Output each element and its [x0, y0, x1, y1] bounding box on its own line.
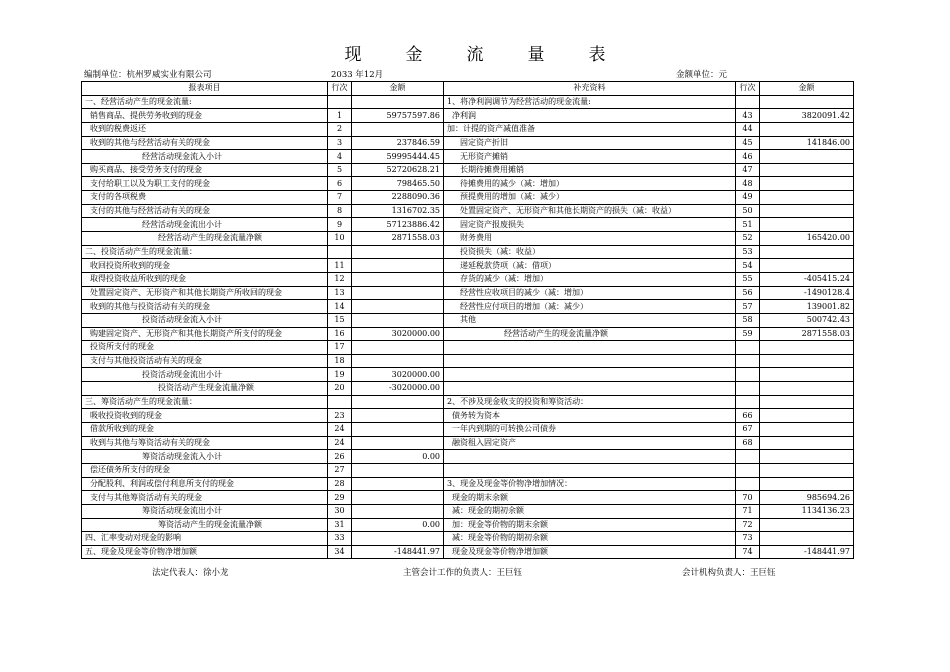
- table-row: [82, 477, 854, 491]
- right-amount: [760, 450, 854, 464]
- title-char: 表: [588, 45, 606, 65]
- right-row-no: 66: [736, 409, 760, 423]
- left-amount: 57123886.42: [352, 218, 444, 232]
- right-item: 固定资产报废损失: [444, 218, 736, 232]
- right-amount: [760, 463, 854, 477]
- left-row-no: 26: [328, 450, 352, 464]
- left-row-no: 4: [328, 150, 352, 164]
- right-amount: [760, 259, 854, 273]
- right-item: 净利润: [444, 109, 736, 123]
- left-amount: [352, 423, 444, 437]
- table-row: [82, 136, 854, 150]
- right-item: 经营性应收项目的减少（减：增加）: [444, 286, 736, 300]
- left-item: 销售商品、提供劳务收到的现金: [82, 109, 328, 123]
- left-item: 一、经营活动产生的现金流量:: [82, 95, 328, 109]
- table-row: [82, 532, 854, 546]
- left-amount: [352, 122, 444, 136]
- table-header-row: [82, 82, 854, 96]
- right-item: 加：计提的资产减值准备: [444, 122, 736, 136]
- table-row: [82, 518, 854, 532]
- table-row: [82, 382, 854, 396]
- left-amount: 1316702.35: [352, 204, 444, 218]
- left-amount: [352, 259, 444, 273]
- right-amount: [760, 409, 854, 423]
- table-row: [82, 204, 854, 218]
- right-amount: [760, 368, 854, 382]
- left-amount: [352, 95, 444, 109]
- right-row-no: 48: [736, 177, 760, 191]
- left-amount: [352, 313, 444, 327]
- left-amount: 0.00: [352, 450, 444, 464]
- left-row-no: 5: [328, 163, 352, 177]
- left-amount: 59757597.86: [352, 109, 444, 123]
- left-row-no: 13: [328, 286, 352, 300]
- table-row: [82, 259, 854, 273]
- left-item: 分配股利、利润或偿付利息所支付的现金: [82, 477, 328, 491]
- right-item: 投资损失（减：收益）: [444, 245, 736, 259]
- left-row-no: 11: [328, 259, 352, 273]
- left-row-no: 24: [328, 423, 352, 437]
- right-row-no: 43: [736, 109, 760, 123]
- left-item: 收到与其他与筹资活动有关的现金: [82, 436, 328, 450]
- left-item: 投资活动现金流入小计: [82, 313, 328, 327]
- left-item: 投资活动产生现金流量净额: [82, 382, 328, 396]
- table-row: [82, 272, 854, 286]
- right-amount: -148441.97: [760, 545, 854, 559]
- left-item: 支付与其他筹资活动有关的现金: [82, 491, 328, 505]
- right-item: 待摊费用的减少（减：增加）: [444, 177, 736, 191]
- left-amount: 52720628.21: [352, 163, 444, 177]
- header-item: 报表项目: [82, 82, 328, 96]
- table-row: [82, 463, 854, 477]
- right-row-no: 73: [736, 532, 760, 546]
- right-item: 现金及现金等价物净增加额: [444, 545, 736, 559]
- period-label: 2033 年12月: [331, 70, 384, 80]
- right-row-no: [736, 463, 760, 477]
- right-item: 债务转为资本: [444, 409, 736, 423]
- right-row-no: 54: [736, 259, 760, 273]
- left-row-no: 30: [328, 504, 352, 518]
- left-row-no: 34: [328, 545, 352, 559]
- right-amount: 2871558.03: [760, 327, 854, 341]
- table-row: [82, 150, 854, 164]
- left-row-no: [328, 395, 352, 409]
- left-item: 筹资活动现金流入小计: [82, 450, 328, 464]
- right-row-no: [736, 368, 760, 382]
- left-item: 收到的其他与投资活动有关的现金: [82, 300, 328, 314]
- right-amount: [760, 354, 854, 368]
- left-item: 支付给职工以及为职工支付的现金: [82, 177, 328, 191]
- header-row-no: 行次: [328, 82, 352, 96]
- left-row-no: 12: [328, 272, 352, 286]
- right-amount: 500742.43: [760, 313, 854, 327]
- right-row-no: 51: [736, 218, 760, 232]
- left-row-no: 2: [328, 122, 352, 136]
- table-row: [82, 109, 854, 123]
- table-row: [82, 409, 854, 423]
- right-row-no: [736, 477, 760, 491]
- header-amount-2: 金额: [760, 82, 854, 96]
- right-row-no: 74: [736, 545, 760, 559]
- right-row-no: 72: [736, 518, 760, 532]
- left-item: 收回投资所收到的现金: [82, 259, 328, 273]
- right-item: 减：现金等价物的期初余额: [444, 532, 736, 546]
- left-row-no: 28: [328, 477, 352, 491]
- header-row-no-2: 行次: [736, 82, 760, 96]
- right-amount: 165420.00: [760, 232, 854, 246]
- left-row-no: 6: [328, 177, 352, 191]
- left-amount: [352, 463, 444, 477]
- right-row-no: [736, 95, 760, 109]
- right-row-no: 59: [736, 327, 760, 341]
- right-item: 无形资产摊销: [444, 150, 736, 164]
- right-row-no: 57: [736, 300, 760, 314]
- table-row: [82, 177, 854, 191]
- title-char: 量: [527, 45, 545, 65]
- table-row: [82, 286, 854, 300]
- left-amount: 2871558.03: [352, 232, 444, 246]
- right-item: 3、现金及现金等价物净增加情况：: [444, 477, 736, 491]
- right-item: 递延税款贷项（减：借项）: [444, 259, 736, 273]
- left-row-no: 20: [328, 382, 352, 396]
- left-amount: 59995444.45: [352, 150, 444, 164]
- left-item: 投资所支付的现金: [82, 341, 328, 355]
- right-amount: [760, 191, 854, 205]
- left-row-no: 29: [328, 491, 352, 505]
- right-amount: [760, 122, 854, 136]
- left-row-no: [328, 95, 352, 109]
- right-row-no: 47: [736, 163, 760, 177]
- page-title: [0, 40, 950, 65]
- left-amount: -3020000.00: [352, 382, 444, 396]
- left-item: 四、汇率变动对现金的影响: [82, 532, 328, 546]
- right-row-no: 71: [736, 504, 760, 518]
- left-item: 经营活动现金流入小计: [82, 150, 328, 164]
- table-row: [82, 450, 854, 464]
- right-row-no: [736, 382, 760, 396]
- table-row: [82, 545, 854, 559]
- left-item: 处置固定资产、无形资产和其他长期资产所收回的现金: [82, 286, 328, 300]
- right-amount: [760, 245, 854, 259]
- left-amount: 3020000.00: [352, 368, 444, 382]
- right-item: 一年内到期的可转换公司债券: [444, 423, 736, 437]
- left-row-no: 18: [328, 354, 352, 368]
- accounting-org-head: 会计机构负责人：王巨钰: [682, 568, 776, 578]
- right-amount: 1134136.23: [760, 504, 854, 518]
- right-item: [444, 382, 736, 396]
- left-item: 投资活动现金流出小计: [82, 368, 328, 382]
- left-row-no: 1: [328, 109, 352, 123]
- table-row: [82, 354, 854, 368]
- left-amount: [352, 532, 444, 546]
- right-item: 加：现金等价物的期末余额: [444, 518, 736, 532]
- left-row-no: 15: [328, 313, 352, 327]
- right-item: [444, 341, 736, 355]
- left-row-no: 8: [328, 204, 352, 218]
- left-item: 经营活动现金流出小计: [82, 218, 328, 232]
- title-char: 流: [466, 45, 484, 65]
- table-row: [82, 395, 854, 409]
- right-amount: [760, 341, 854, 355]
- right-amount: [760, 382, 854, 396]
- left-amount: 0.00: [352, 518, 444, 532]
- table-row: [82, 491, 854, 505]
- table-row: [82, 232, 854, 246]
- company-label: 编制单位：杭州罗威实业有限公司: [84, 70, 212, 80]
- left-row-no: 23: [328, 409, 352, 423]
- table-row: [82, 245, 854, 259]
- title-char: 现: [344, 45, 362, 65]
- left-row-no: 16: [328, 327, 352, 341]
- left-amount: [352, 491, 444, 505]
- left-row-no: 14: [328, 300, 352, 314]
- table-row: [82, 191, 854, 205]
- table-row: [82, 95, 854, 109]
- right-row-no: 49: [736, 191, 760, 205]
- right-amount: 985694.26: [760, 491, 854, 505]
- right-item: 存货的减少（减：增加）: [444, 272, 736, 286]
- right-amount: [760, 532, 854, 546]
- table-row: [82, 300, 854, 314]
- right-item: 减：现金的期初余额: [444, 504, 736, 518]
- right-amount: [760, 436, 854, 450]
- right-amount: [760, 204, 854, 218]
- right-row-no: 44: [736, 122, 760, 136]
- left-row-no: 19: [328, 368, 352, 382]
- title-char: 金: [405, 45, 423, 65]
- table-row: [82, 313, 854, 327]
- right-amount: [760, 163, 854, 177]
- right-item: 财务费用: [444, 232, 736, 246]
- table-row: [82, 218, 854, 232]
- left-item: 偿还债务所支付的现金: [82, 463, 328, 477]
- left-item: 取得投资收益所收到的现金: [82, 272, 328, 286]
- left-item: 筹资活动产生的现金流量净额: [82, 518, 328, 532]
- left-amount: -148441.97: [352, 545, 444, 559]
- right-item: [444, 354, 736, 368]
- table-row: [82, 163, 854, 177]
- left-item: 购建固定资产、无形资产和其他长期资产所支付的现金: [82, 327, 328, 341]
- right-item: 处置固定资产、无形资产和其他长期资产的损失（减：收益）: [444, 204, 736, 218]
- right-item: 融资租入固定资产: [444, 436, 736, 450]
- right-item: [444, 368, 736, 382]
- left-amount: 3020000.00: [352, 327, 444, 341]
- right-row-no: 52: [736, 232, 760, 246]
- right-amount: [760, 150, 854, 164]
- right-amount: [760, 218, 854, 232]
- right-row-no: 58: [736, 313, 760, 327]
- right-row-no: 56: [736, 286, 760, 300]
- table-row: [82, 122, 854, 136]
- unit-label: 金额单位：元: [676, 70, 728, 80]
- left-item: 吸收投资收到的现金: [82, 409, 328, 423]
- left-row-no: 17: [328, 341, 352, 355]
- right-row-no: 46: [736, 150, 760, 164]
- left-item: 经营活动产生的现金流量净额: [82, 232, 328, 246]
- right-row-no: 67: [736, 423, 760, 437]
- right-amount: [760, 95, 854, 109]
- header-supplement: 补充资料: [444, 82, 736, 96]
- right-item: [444, 450, 736, 464]
- left-amount: [352, 341, 444, 355]
- legal-representative: 法定代表人：徐小龙: [152, 568, 229, 578]
- right-item: 2、不涉及现金收支的投资和筹资活动：: [444, 395, 736, 409]
- right-row-no: 68: [736, 436, 760, 450]
- right-item: 预提费用的增加（减：减少）: [444, 191, 736, 205]
- right-amount: [760, 423, 854, 437]
- right-row-no: [736, 354, 760, 368]
- right-row-no: 55: [736, 272, 760, 286]
- left-item: 三、筹资活动产生的现金流量：: [82, 395, 328, 409]
- table-row: [82, 423, 854, 437]
- table-row: [82, 436, 854, 450]
- right-item: 经营活动产生的现金流量净额: [444, 327, 736, 341]
- right-amount: -405415.24: [760, 272, 854, 286]
- left-item: 支付与其他投资活动有关的现金: [82, 354, 328, 368]
- right-amount: 139001.82: [760, 300, 854, 314]
- right-item: 现金的期末余额: [444, 491, 736, 505]
- right-row-no: 50: [736, 204, 760, 218]
- left-amount: [352, 245, 444, 259]
- left-item: 收到的其他与经营活动有关的现金: [82, 136, 328, 150]
- left-item: 支付的各项税费: [82, 191, 328, 205]
- right-row-no: [736, 341, 760, 355]
- right-amount: [760, 395, 854, 409]
- left-item: 五、现金及现金等价物净增加额: [82, 545, 328, 559]
- right-amount: [760, 518, 854, 532]
- left-amount: [352, 286, 444, 300]
- left-amount: [352, 272, 444, 286]
- right-item: 其他: [444, 313, 736, 327]
- right-row-no: 70: [736, 491, 760, 505]
- left-amount: [352, 395, 444, 409]
- left-row-no: [328, 245, 352, 259]
- right-amount: [760, 177, 854, 191]
- left-amount: [352, 477, 444, 491]
- right-amount: [760, 477, 854, 491]
- header-amount: 金额: [352, 82, 444, 96]
- left-row-no: 3: [328, 136, 352, 150]
- left-amount: 798465.50: [352, 177, 444, 191]
- table-row: [82, 368, 854, 382]
- left-item: 借款所收到的现金: [82, 423, 328, 437]
- right-item: 长期待摊费用摊销: [444, 163, 736, 177]
- cash-flow-table: [81, 81, 854, 559]
- left-item: 筹资活动现金流出小计: [82, 504, 328, 518]
- left-row-no: 7: [328, 191, 352, 205]
- left-row-no: 24: [328, 436, 352, 450]
- left-row-no: 27: [328, 463, 352, 477]
- right-item: 固定资产折旧: [444, 136, 736, 150]
- right-item: 1、将净利润调节为经营活动的现金流量:: [444, 95, 736, 109]
- left-amount: [352, 504, 444, 518]
- right-amount: 3820091.42: [760, 109, 854, 123]
- left-item: 支付的其他与经营活动有关的现金: [82, 204, 328, 218]
- right-row-no: 53: [736, 245, 760, 259]
- left-amount: [352, 409, 444, 423]
- left-item: 二、投资活动产生的现金流量：: [82, 245, 328, 259]
- right-item: [444, 463, 736, 477]
- left-row-no: 33: [328, 532, 352, 546]
- left-row-no: 9: [328, 218, 352, 232]
- right-amount: 141846.00: [760, 136, 854, 150]
- left-amount: 2288090.36: [352, 191, 444, 205]
- left-item: 收到的税费返还: [82, 122, 328, 136]
- table-row: [82, 504, 854, 518]
- left-row-no: 31: [328, 518, 352, 532]
- left-amount: [352, 300, 444, 314]
- right-row-no: [736, 450, 760, 464]
- table-row: [82, 341, 854, 355]
- left-item: 购买商品、接受劳务支付的现金: [82, 163, 328, 177]
- right-row-no: 45: [736, 136, 760, 150]
- right-amount: -1490128.4: [760, 286, 854, 300]
- table-row: [82, 327, 854, 341]
- accounting-head: 主管会计工作的负责人：王巨钰: [403, 568, 523, 578]
- left-amount: 237846.59: [352, 136, 444, 150]
- left-amount: [352, 436, 444, 450]
- left-row-no: 10: [328, 232, 352, 246]
- right-item: 经营性应付项目的增加（减：减少）: [444, 300, 736, 314]
- left-amount: [352, 354, 444, 368]
- right-row-no: [736, 395, 760, 409]
